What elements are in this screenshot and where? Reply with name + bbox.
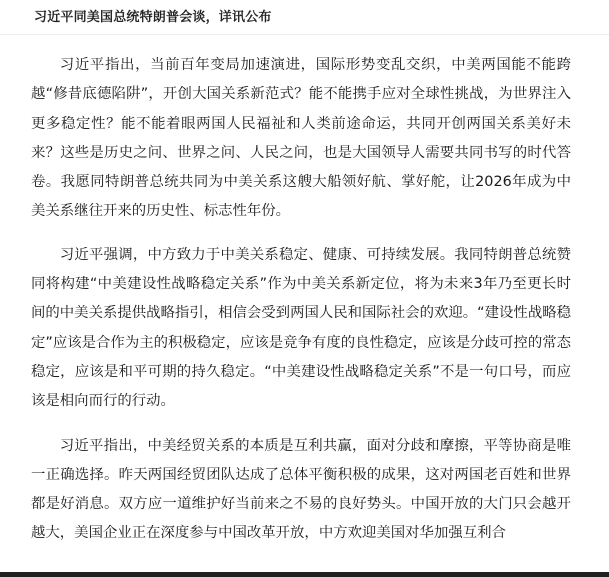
article-body [31,51,571,549]
article-paragraph: 习近平指出，当前百年变局加速演进，国际形势变乱交织，中美两国能不能跨越“修昔底德陷阱”，开创大国关系新范式？能不能携手应对全球性挑战，为世界注入更多稳定性？能不能着眼两国人民福祉和人类前途命运，共同开创两国关系美好未来？这些是历史之问、世界之问、人民之问，也是大国领导人需要共同书写的时代答卷。我愿同特朗普总统共同为中美关系这艘大船领好航、掌好舵，让2026年成为中美关系继往开来的历史性、标志性年份。 [31,57,571,220]
page-title: 习近平同美国总统特朗普会谈，详讯公布 [34,10,272,25]
bottom-toolbar-edge [0,572,609,577]
page-header [0,0,609,35]
article-paragraph: 习近平强调，中方致力于中美关系稳定、健康、可持续发展。我同特朗普总统赞同将构建“中美建设性战略稳定关系”作为中美关系新定位，将为未来3年乃至更长时间的中美关系提供战略指引，相信会受到两国人民和国际社会的欢迎。“建设性战略稳定”应该是合作为主的积极稳定，应该是竞争有度的良性稳定，应该是分歧可控的常态稳定，应该是和平可期的持久稳定。“中美建设性战略稳定关系”不是一句口号，而应该是相向而行的行动。 [31,246,571,410]
article-paragraph: 习近平指出，中美经贸关系的本质是互利共赢，面对分歧和摩擦，平等协商是唯一正确选择。昨天两国经贸团队达成了总体平衡积极的成果，这对两国老百姓和世界都是好消息。双方应一道维护好当前来之不易的良好势头。中国开放的大门只会越开越大，美国企业正在深度参与中国改革开放，中方欢迎美国对华加强互利合 [31,437,571,542]
